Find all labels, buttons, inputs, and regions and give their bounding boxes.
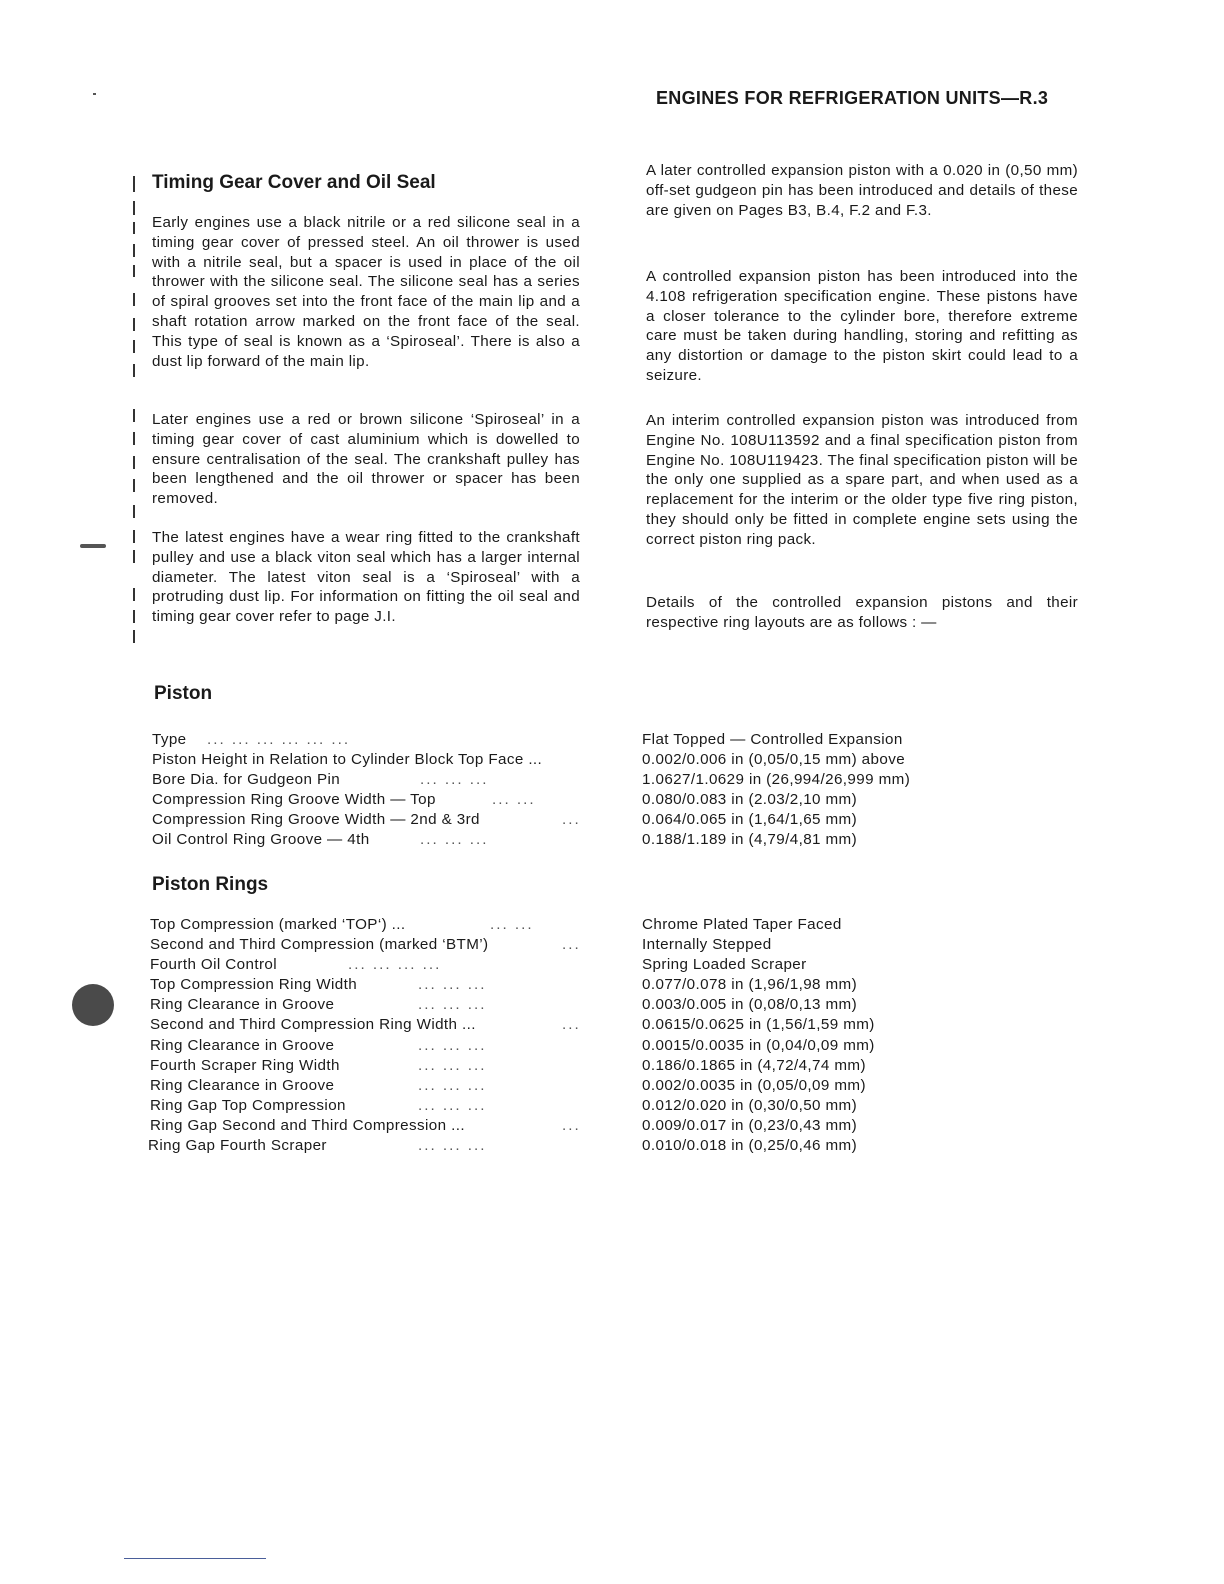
scan-mark-dot <box>93 93 96 95</box>
spec-value: 0.012/0.020 in (0,30/0,50 mm) <box>642 1096 858 1114</box>
spec-dots: ... ... ... <box>418 1137 487 1155</box>
piston-rings-spec-table <box>148 915 948 1156</box>
piston-spec-table <box>152 730 952 851</box>
spec-value: 0.077/0.078 in (1,96/1,98 mm) <box>642 976 858 994</box>
spec-row <box>152 770 952 790</box>
spec-dots: ... ... ... <box>418 1076 487 1094</box>
spec-value: 0.186/0.1865 in (4,72/4,74 mm) <box>642 1056 866 1074</box>
spec-value: 0.0615/0.0625 in (1,56/1,59 mm) <box>642 1016 875 1034</box>
spec-dots: ... ... ... <box>420 831 489 849</box>
spec-dots: ... ... <box>492 791 536 809</box>
spec-row <box>148 1036 948 1056</box>
spec-label: Compression Ring Groove Width — Top <box>152 791 436 809</box>
spec-dots: ... <box>562 1116 581 1134</box>
spec-row <box>148 975 948 995</box>
spec-dots: ... ... ... <box>418 996 487 1014</box>
spec-dots: ... ... ... <box>418 1096 487 1114</box>
spec-row <box>152 830 952 850</box>
spec-value: Flat Topped — Controlled Expansion <box>642 731 903 748</box>
spec-value: 1.0627/1.0629 in (26,994/26,999 mm) <box>642 771 911 789</box>
spec-dots: ... <box>562 936 581 954</box>
spec-dots: ... ... ... ... <box>348 956 442 974</box>
spec-dots: ... <box>562 811 581 829</box>
spec-row <box>148 1056 948 1076</box>
spec-label: Ring Gap Top Compression <box>150 1096 346 1114</box>
spec-value: 0.002/0.006 in (0,05/0,15 mm) above <box>642 751 906 769</box>
spec-row <box>148 935 948 955</box>
spec-row <box>152 810 952 830</box>
spec-value: Chrome Plated Taper Faced <box>642 916 842 933</box>
timing-gear-paragraph-3: The latest engines have a wear ring fitted to the crankshaft pulley and use a black viton seal which has a larger internal diameter. The latest viton seal is a ‘Spiroseal’ with a protruding dust lip. For information on fitting the oil seal and timing gear cover refer to page J.I. <box>152 529 580 626</box>
spec-label: Compression Ring Groove Width — 2nd & 3rd <box>152 811 480 829</box>
piston-title: Piston <box>154 683 213 704</box>
spec-row <box>152 730 952 750</box>
spec-value: Internally Stepped <box>642 936 772 954</box>
spec-dots: ... ... ... ... ... ... <box>207 731 351 748</box>
spec-value: 0.080/0.083 in (2.03/2,10 mm) <box>642 791 858 809</box>
spec-label: Ring Clearance in Groove <box>150 1036 335 1054</box>
spec-label: Ring Gap Second and Third Compression ... <box>150 1116 465 1134</box>
spec-dots: ... ... ... <box>418 976 487 994</box>
spec-row <box>148 955 948 975</box>
spec-row <box>148 1116 948 1136</box>
spec-label: Oil Control Ring Groove — 4th <box>152 831 370 849</box>
spec-value: 0.009/0.017 in (0,23/0,43 mm) <box>642 1116 858 1134</box>
right-paragraph-1: A later controlled expansion piston with a 0.020 in (0,50 mm) off-set gudgeon pin has been introduced and details of these are given on Pages B3, B.4, F.2 and F.3. <box>646 162 1078 219</box>
spec-value: 0.010/0.018 in (0,25/0,46 mm) <box>642 1137 858 1155</box>
scan-mark-arrow <box>80 544 106 548</box>
spec-label: Second and Third Compression Ring Width ... <box>150 1016 476 1034</box>
spec-row <box>148 1096 948 1116</box>
timing-gear-paragraph-1: Early engines use a black nitrile or a red silicone seal in a timing gear cover of pressed steel. An oil thrower is used with a nitrile seal, but a spacer is used in place of the oil thrower with the silicone seal. The silicone seal has a series of spiral grooves set into the front face of the main lip and a shaft rotation arrow marked on the front face of the seal. This type of seal is known as a ‘Spiroseal’. There is also a dust lip forward of the main lip. <box>152 214 580 370</box>
spec-row <box>148 1136 948 1156</box>
footer-rule <box>124 1558 266 1559</box>
spec-value: 0.003/0.005 in (0,08/0,13 mm) <box>642 996 858 1014</box>
spec-row <box>148 1015 948 1035</box>
spec-dots: ... ... ... <box>418 1036 487 1054</box>
spec-value: 0.188/1.189 in (4,79/4,81 mm) <box>642 831 858 849</box>
spec-label: Type <box>152 731 187 748</box>
piston-rings-title: Piston Rings <box>152 874 269 895</box>
spec-row <box>148 1076 948 1096</box>
spec-value: 0.002/0.0035 in (0,05/0,09 mm) <box>642 1076 866 1094</box>
spec-label: Ring Clearance in Groove <box>150 996 335 1014</box>
spec-row <box>152 790 952 810</box>
spec-label: Bore Dia. for Gudgeon Pin <box>152 771 341 789</box>
spec-value: 0.0015/0.0035 in (0,04/0,09 mm) <box>642 1036 875 1054</box>
spec-dots: ... ... ... <box>420 771 489 789</box>
right-paragraph-2: A controlled expansion piston has been introduced into the 4.108 refrigeration specification engine. These pistons have a closer tolerance to the cylinder bore, therefore extreme care must be taken during handling, storing and refitting as any distortion or damage to the piston skirt could lead to a seizure. <box>646 268 1078 384</box>
spec-row <box>148 915 948 935</box>
page-header: ENGINES FOR REFRIGERATION UNITS—R.3 <box>656 88 1049 108</box>
spec-label: Ring Clearance in Groove <box>150 1076 335 1094</box>
spec-label: Piston Height in Relation to Cylinder Block Top Face ... <box>152 751 543 769</box>
scan-mark-hole <box>72 984 114 1026</box>
spec-value: 0.064/0.065 in (1,64/1,65 mm) <box>642 811 858 829</box>
spec-row <box>148 995 948 1015</box>
spec-label: Fourth Oil Control <box>150 956 278 974</box>
spec-value: Spring Loaded Scraper <box>642 956 807 974</box>
spec-dots: ... ... <box>490 916 534 933</box>
spec-dots: ... ... ... <box>418 1056 487 1074</box>
timing-gear-paragraph-2: Later engines use a red or brown silicone ‘Spiroseal’ in a timing gear cover of cast aluminium which is dowelled to ensure centralisation of the seal. The crankshaft pulley has been lengthened and the oil thrower or spacer has been removed. <box>152 411 580 508</box>
spec-label: Second and Third Compression (marked ‘BTM’) <box>150 936 489 954</box>
timing-gear-title: Timing Gear Cover and Oil Seal <box>152 172 436 193</box>
spec-label: Top Compression (marked ‘TOP‘) ... <box>150 916 406 933</box>
spec-row <box>152 750 952 770</box>
right-paragraph-4: Details of the controlled expansion pistons and their respective ring layouts are as follows : — <box>646 594 1078 631</box>
right-paragraph-3: An interim controlled expansion piston was introduced from Engine No. 108U113592 and a final specification piston from Engine No. 108U119423. The final specification piston will be the only one supplied as a spare part, and when used as a replacement for the interim or the older type five ring piston, they should only be fitted in complete engine sets using the correct piston ring pack. <box>646 412 1078 548</box>
spec-dots: ... <box>562 1016 581 1034</box>
spec-label: Ring Gap Fourth Scraper <box>148 1137 327 1155</box>
spec-label: Fourth Scraper Ring Width <box>150 1056 340 1074</box>
spec-label: Top Compression Ring Width <box>150 976 358 994</box>
